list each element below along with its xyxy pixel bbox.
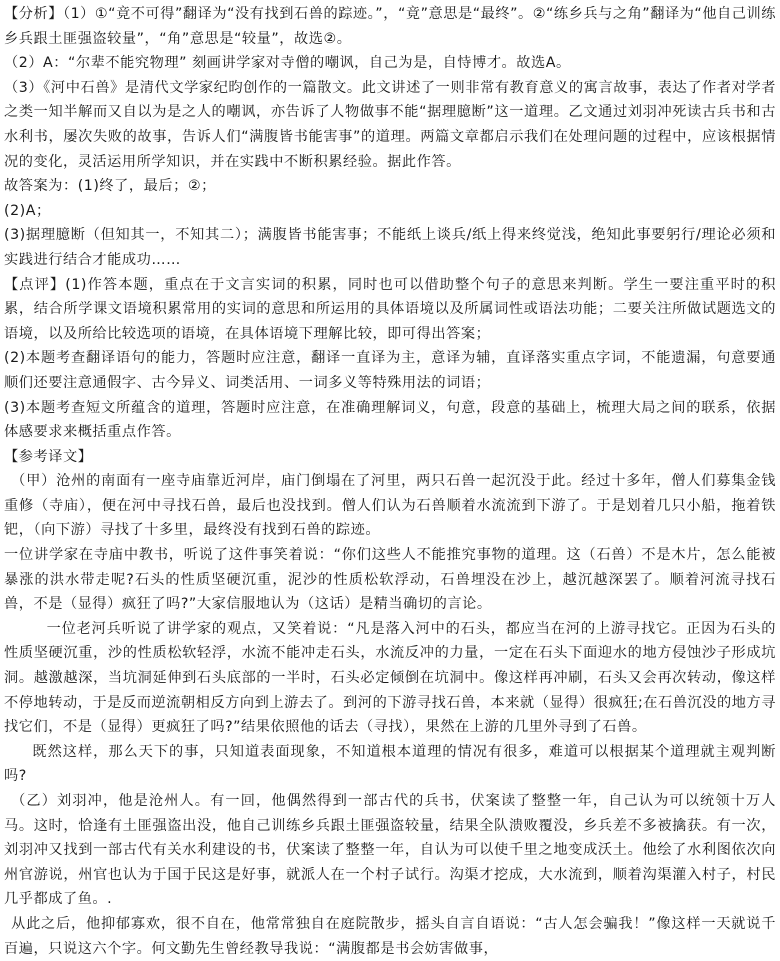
analysis-part-3: （3）《河中石兽》是清代文学家纪昀创作的一篇散文。此文讲述了一则非常有教育意义的寓言故事，表达了作者对学者之类一知半解而又自以为是之人的嘲讽，亦告诉了人物做事不能“据理臆断”这一道理。乙文通过刘羽冲死读古兵书和古水利书，屡次失败的故事，告诉人们“满腹皆书能害事”的道理。两篇文章都启示我们在处理问题的过程中，应该根据情况的变化，灵活运用所学知识，并在实践中不断积累经验。据此作答。: [4, 79, 776, 170]
answer-line-2: (2)A；: [4, 202, 51, 219]
translation-heading: 【参考译文】: [4, 448, 93, 465]
answer-line-3: (3)据理臆断（但知其一，不知其二）；满腹皆书能害事；不能纸上谈兵/纸上得来终觉浅，绝知此事要躬行/理论必须和实践进行结合才能成功……: [4, 227, 776, 268]
comment-part-3: (3)本题考查短文所蕴含的道理，答题时应注意，在准确理解词义，句意，段意的基础上，梳理大局之间的联系，依据体感要求来概括重点作答。: [4, 399, 776, 441]
translation-paragraph-3: 一位老河兵听说了讲学家的观点，又笑着说：“凡是落入河中的石头，都应当在河的上游寻找它。正因为石头的性质坚硬沉重，沙的性质松软轻浮，水流不能冲走石头，水流反冲的力量，一定在石头下面迎水的地方侵蚀沙子形成坑洞。越激越深，当坑洞延伸到石头底部的一半时，石头必定倾倒在坑洞中。像这样再冲刷，石头又会再次转动，像这样不停地转动，于是反而逆流朝相反方向到上游去了。到河的下游寻找石兽，本来就（显得）很疯狂;在石兽沉没的地方寻找它们，不是（显得）更疯狂了吗?”结果依照他的话去（寻找），果然在上游的几里外寻到了石兽。: [4, 620, 776, 736]
translation-paragraph-4: 既然这样，那么天下的事，只知道表面现象，不知道根本道理的情况有很多，难道可以根据某个道理就主观判断吗?: [4, 743, 776, 785]
comment-part-1: 【点评】(1)作答本题，重点在于文言实词的积累，同时也可以借助整个句子的意思来判断。学生一要注重平时的积累，结合所学课文语境积累常用的实词的意思和所运用的具体语境以及所属词性或语法功能；二要关注所做试题选文的语境，以及所给比较选项的语境，在具体语境下理解比较，即可得出答案；: [4, 276, 776, 342]
translation-paragraph-2: 一位讲学家在寺庙中教书，听说了这件事笑着说：“你们这些人不能推究事物的道理。这（石兽）不是木片，怎么能被暴涨的洪水带走呢?石头的性质坚硬沉重，泥沙的性质松软浮动，石兽埋没在沙上，越沉越深罢了。顺着河流寻找石兽，不是（显得）疯狂了吗?”大家信服地认为（这话）是精当确切的言论。: [4, 547, 776, 613]
answer-line-1: 故答案为：(1)终了，最后；②；: [4, 178, 216, 195]
translation-paragraph-1: （甲）沧州的南面有一座寺庙靠近河岸，庙门倒塌在了河里，两只石兽一起沉没于此。经过十多年，僧人们募集金钱重修（寺庙），便在河中寻找石兽，最后也没找到。僧人们认为石兽顺着水流流到下游了。于是划着几只小船，拖着铁钯，（向下游）寻找了十多里，最终没有找到石兽的踪迹。: [4, 473, 776, 539]
comment-part-2: (2)本题考查翻译语句的能力，答题时应注意，翻译一直译为主，意译为辅，直译落实重点字词，不能遗漏，句意要通顺们还要注意通假字、古今异义、词类活用、一词多义等特殊用法的词语；: [4, 350, 776, 391]
analysis-part-2: （2）A：“尔辈不能究物理” 刻画讲学家对寺僧的嘲讽，自己为是，自恃博才。故选A。: [4, 55, 571, 72]
analysis-part-1: 【分析】（1）①“竟不可得”翻译为“没有找到石兽的踪迹。”，“竟”意思是“最终”。②“练乡兵与之角”翻译为“他自己训练乡兵跟土匪强盗较量”，“角”意思是“较量”，故选②。: [4, 6, 777, 47]
translation-paragraph-5: （乙）刘羽冲，他是沧州人。有一回，他偶然得到一部古代的兵书，伏案读了整整一年，自己认为可以统领十万人马。这时，恰逢有土匪强盗出没，他自己训练乡兵跟土匪强盗较量，结果全队溃败覆没，乡兵差不多被擒获。有一次，刘羽冲又找到一部古代有关水利建设的书，伏案读了整整一年，自认为可以使千里之地变成沃土。他绘了水利图依次向州官游说，州官也认为于国于民这是好事，就派人在一个村子试行。沟渠才挖成，大水流到，顺着沟渠灌入村子，村民几乎都成了鱼。.: [4, 793, 776, 908]
translation-paragraph-6: 从此之后，他抑郁寡欢，很不自在，他常常独自在庭院散步，摇头自言自语说：“古人怎会骗我！”像这样一天就说千百遍，只说这六个字。何文勤先生曾经教导我说：“满腹都是书会妨害做事，: [4, 915, 776, 957]
